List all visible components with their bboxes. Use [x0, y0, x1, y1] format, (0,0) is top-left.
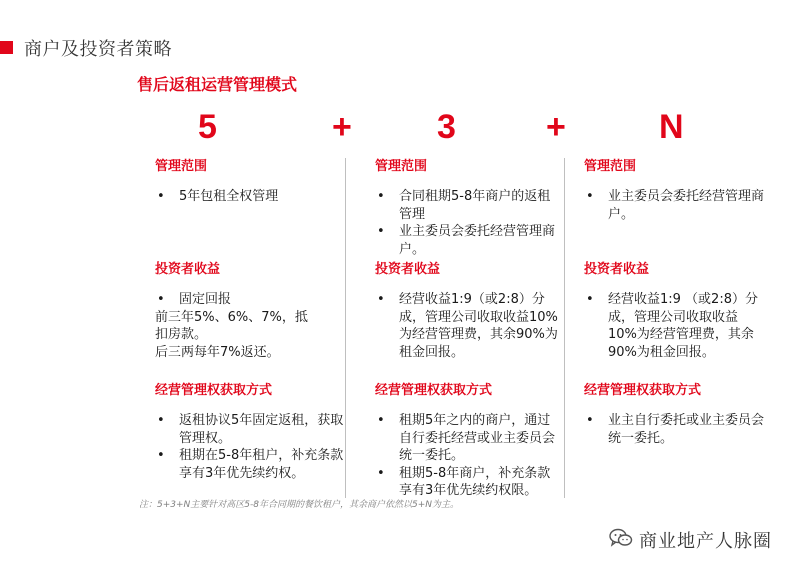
income-title: 投资者收益 — [375, 262, 441, 277]
rights-title: 经营管理权获取方式 — [155, 383, 273, 398]
list-item: • 固定回报 — [155, 291, 345, 309]
scope-list — [155, 188, 345, 206]
income-section — [375, 261, 560, 361]
rights-section — [155, 382, 345, 482]
rights-title: 经营管理权获取方式 — [584, 383, 702, 398]
formula-plus-1: + — [332, 108, 352, 146]
scope-section — [584, 158, 764, 223]
list-item: • 业主自行委托或业主委员会统一委托。 — [584, 412, 764, 447]
scope-list — [375, 188, 560, 258]
list-item: • 租期5年之内的商户，通过自行委托经营或业主委员会统一委托。 — [375, 412, 560, 465]
income-line: 前三年5%、6%、7%，抵 — [155, 309, 308, 325]
scope-title: 管理范围 — [584, 159, 637, 174]
income-list — [155, 291, 345, 309]
rights-list — [584, 412, 764, 447]
formula-term-n: N — [659, 108, 684, 146]
income-line: 后三两每年7%返还。 — [155, 344, 280, 360]
footnote: 注：5+3+N主要针对高区5-8年合同期的餐饮租户，其余商户依然以5+N为主。 — [139, 500, 459, 510]
income-title: 投资者收益 — [155, 262, 221, 277]
header-accent-bar — [0, 41, 13, 54]
list-item: • 经营收益1:9（或2:8）分成，管理公司收取收益10%为经营管理费，其余90%为租金回报。 — [375, 291, 560, 361]
rights-section — [584, 382, 764, 447]
scope-section — [375, 158, 560, 258]
income-section — [155, 261, 345, 361]
list-item: • 5年包租全权管理 — [155, 188, 345, 206]
scope-section — [155, 158, 345, 206]
list-item: • 经营收益1:9 （或2:8）分成，管理公司收取收益10%为经营管理费，其余90%为租金回报。 — [584, 291, 764, 361]
list-item: • 返租协议5年固定返租，获取管理权。 — [155, 412, 345, 447]
formula-plus-2: + — [546, 108, 566, 146]
scope-list — [584, 188, 764, 223]
column-divider-1 — [345, 158, 346, 498]
rights-title: 经营管理权获取方式 — [375, 383, 493, 398]
formula-term-3: 3 — [437, 108, 456, 146]
list-item: • 租期在5-8年租户，补充条款享有3年优先续约权。 — [155, 447, 345, 482]
brand-watermark — [609, 527, 772, 553]
scope-title: 管理范围 — [155, 159, 208, 174]
income-title: 投资者收益 — [584, 262, 650, 277]
wechat-icon — [609, 528, 633, 552]
page-title: 商户及投资者策略 — [24, 39, 172, 60]
scope-title: 管理范围 — [375, 159, 428, 174]
income-list — [584, 291, 764, 361]
list-item: • 合同租期5-8年商户的返租管理 — [375, 188, 560, 223]
rights-section — [375, 382, 560, 500]
brand-name: 商业地产人脉圈 — [639, 531, 772, 552]
rights-list — [155, 412, 345, 482]
income-list — [375, 291, 560, 361]
income-section — [584, 261, 764, 361]
formula-term-5: 5 — [198, 108, 217, 146]
income-line: 扣房款。 — [155, 327, 208, 342]
section-subtitle: 售后返租运营管理模式 — [137, 75, 298, 94]
column-divider-2 — [564, 158, 565, 498]
rights-list — [375, 412, 560, 500]
list-item: • 业主委员会委托经营管理商户。 — [375, 223, 560, 258]
list-item: • 租期5-8年商户，补充条款享有3年优先续约权限。 — [375, 465, 560, 500]
list-item: • 业主委员会委托经营管理商户。 — [584, 188, 764, 223]
